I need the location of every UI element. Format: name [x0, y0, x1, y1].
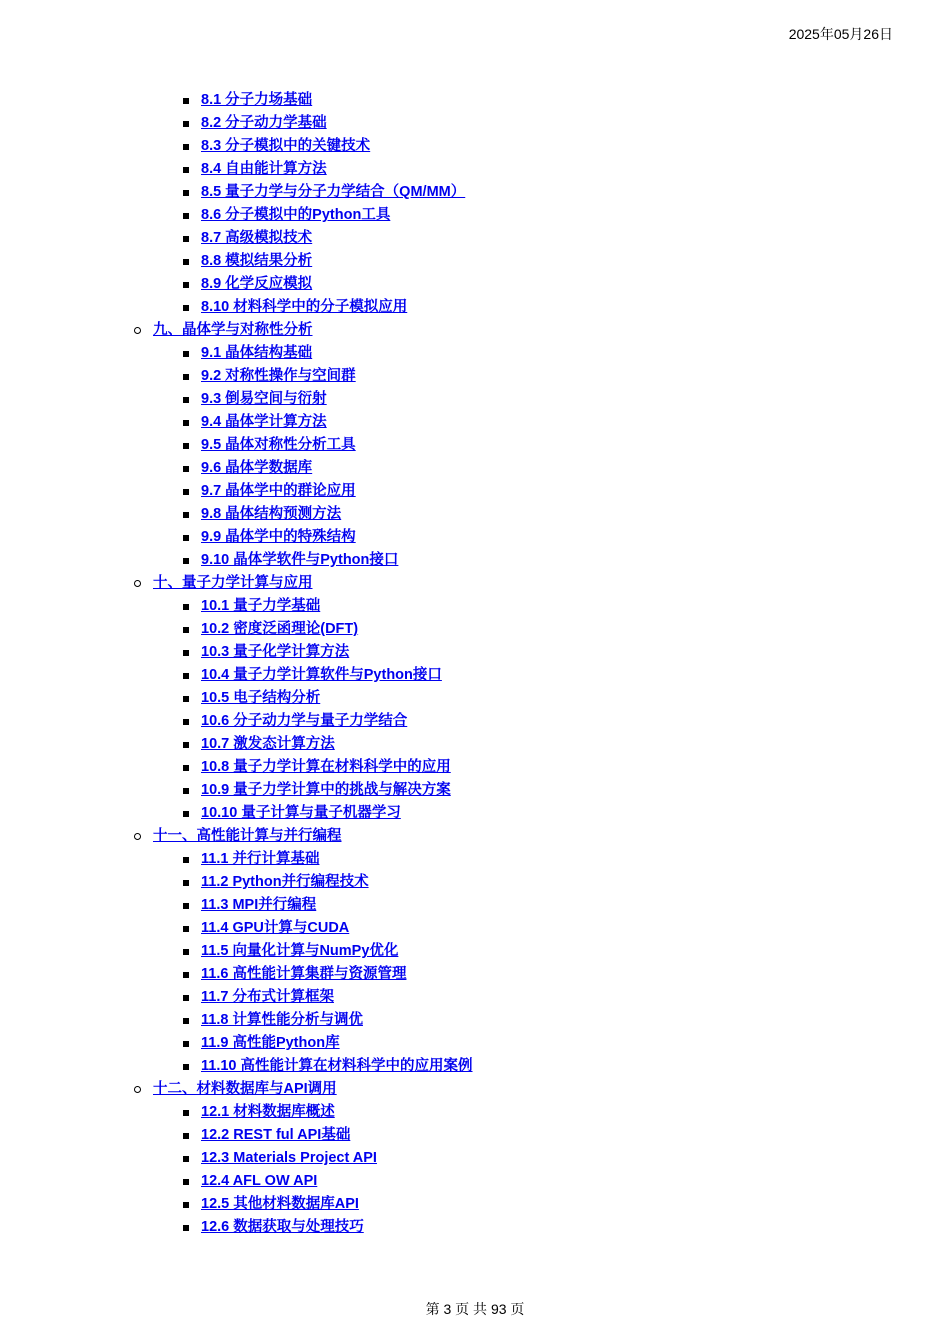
toc-link[interactable]: 十、量子力学计算与应用	[153, 575, 313, 591]
toc-link[interactable]: 10.7 激发态计算方法	[201, 736, 335, 752]
toc-link[interactable]: 12.6 数据获取与处理技巧	[201, 1219, 364, 1235]
toc-section-item	[0, 940, 950, 963]
toc-link[interactable]: 10.6 分子动力学与量子力学结合	[201, 713, 408, 729]
toc-link[interactable]: 11.4 GPU计算与CUDA	[201, 920, 350, 936]
circle-bullet-icon	[134, 1086, 141, 1093]
toc-section-item	[0, 710, 950, 733]
toc-link[interactable]: 8.4 自由能计算方法	[201, 161, 327, 177]
square-bullet-icon	[183, 880, 189, 886]
square-bullet-icon	[183, 1202, 189, 1208]
square-bullet-icon	[183, 1179, 189, 1185]
toc-link[interactable]: 12.5 其他材料数据库API	[201, 1196, 359, 1212]
toc-link[interactable]: 9.8 晶体结构预测方法	[201, 506, 342, 522]
toc-link[interactable]: 11.6 高性能计算集群与资源管理	[201, 966, 407, 982]
toc-link[interactable]: 9.10 晶体学软件与Python接口	[201, 552, 399, 568]
toc-section-item	[0, 618, 950, 641]
square-bullet-icon	[183, 351, 189, 357]
page-number: 第 3 页 共 93 页	[425, 1301, 525, 1317]
square-bullet-icon	[183, 512, 189, 518]
square-bullet-icon	[183, 811, 189, 817]
square-bullet-icon	[183, 466, 189, 472]
toc-chapter-item	[0, 572, 950, 595]
toc-link[interactable]: 10.2 密度泛函理论(DFT)	[201, 621, 359, 637]
square-bullet-icon	[183, 489, 189, 495]
square-bullet-icon	[183, 397, 189, 403]
square-bullet-icon	[183, 282, 189, 288]
toc-link[interactable]: 11.10 高性能计算在材料科学中的应用案例	[201, 1058, 473, 1074]
square-bullet-icon	[183, 972, 189, 978]
toc-link[interactable]: 8.1 分子力场基础	[201, 92, 313, 108]
toc-link[interactable]: 8.7 高级模拟技术	[201, 230, 313, 246]
square-bullet-icon	[183, 857, 189, 863]
toc-section-item	[0, 917, 950, 940]
square-bullet-icon	[183, 1156, 189, 1162]
toc-section-item	[0, 273, 950, 296]
toc-section-item	[0, 411, 950, 434]
toc-section-item	[0, 480, 950, 503]
toc-section-item	[0, 733, 950, 756]
toc-link[interactable]: 8.8 模拟结果分析	[201, 253, 313, 269]
toc-link[interactable]: 11.2 Python并行编程技术	[201, 874, 369, 890]
toc-section-item	[0, 963, 950, 986]
toc-section-item	[0, 1124, 950, 1147]
square-bullet-icon	[183, 604, 189, 610]
toc-link[interactable]: 9.7 晶体学中的群论应用	[201, 483, 356, 499]
toc-section-item	[0, 1055, 950, 1078]
toc-link[interactable]: 9.4 晶体学计算方法	[201, 414, 327, 430]
toc-section-item	[0, 1147, 950, 1170]
square-bullet-icon	[183, 926, 189, 932]
toc-section-item	[0, 871, 950, 894]
toc-link[interactable]: 11.3 MPI并行编程	[201, 897, 317, 913]
square-bullet-icon	[183, 1110, 189, 1116]
toc-section-item	[0, 158, 950, 181]
toc-section-item	[0, 181, 950, 204]
toc-link[interactable]: 十一、高性能计算与并行编程	[153, 828, 342, 844]
toc-section-item	[0, 250, 950, 273]
square-bullet-icon	[183, 374, 189, 380]
toc-chapter-item	[0, 825, 950, 848]
toc-link[interactable]: 9.9 晶体学中的特殊结构	[201, 529, 356, 545]
toc-section-item	[0, 1216, 950, 1239]
toc-section-item	[0, 549, 950, 572]
toc-link[interactable]: 11.8 计算性能分析与调优	[201, 1012, 363, 1028]
toc-link[interactable]: 9.6 晶体学数据库	[201, 460, 313, 476]
square-bullet-icon	[183, 1133, 189, 1139]
square-bullet-icon	[183, 236, 189, 242]
toc-section-item	[0, 756, 950, 779]
toc-section-item	[0, 227, 950, 250]
square-bullet-icon	[183, 305, 189, 311]
square-bullet-icon	[183, 650, 189, 656]
circle-bullet-icon	[134, 833, 141, 840]
toc-link[interactable]: 10.3 量子化学计算方法	[201, 644, 350, 660]
square-bullet-icon	[183, 673, 189, 679]
toc-link[interactable]: 12.3 Materials Project API	[201, 1150, 377, 1166]
toc-section-item	[0, 342, 950, 365]
toc-link[interactable]: 10.10 量子计算与量子机器学习	[201, 805, 401, 821]
toc-link[interactable]: 8.10 材料科学中的分子模拟应用	[201, 299, 408, 315]
square-bullet-icon	[183, 1064, 189, 1070]
toc-link[interactable]: 9.1 晶体结构基础	[201, 345, 313, 361]
toc-section-item	[0, 526, 950, 549]
toc-link[interactable]: 9.5 晶体对称性分析工具	[201, 437, 356, 453]
toc-link[interactable]: 10.8 量子力学计算在材料科学中的应用	[201, 759, 451, 775]
square-bullet-icon	[183, 121, 189, 127]
square-bullet-icon	[183, 903, 189, 909]
toc-section-item	[0, 641, 950, 664]
square-bullet-icon	[183, 259, 189, 265]
toc-section-item	[0, 457, 950, 480]
square-bullet-icon	[183, 1225, 189, 1231]
toc-link[interactable]: 8.2 分子动力学基础	[201, 115, 327, 131]
toc-link[interactable]: 10.9 量子力学计算中的挑战与解决方案	[201, 782, 451, 798]
header-date: 2025年05月26日	[788, 26, 893, 42]
toc-link[interactable]: 九、晶体学与对称性分析	[153, 322, 313, 338]
toc-link[interactable]: 11.5 向量化计算与NumPy优化	[201, 943, 399, 959]
square-bullet-icon	[183, 627, 189, 633]
toc-link[interactable]: 8.9 化学反应模拟	[201, 276, 313, 292]
toc-link[interactable]: 12.4 AFL OW API	[201, 1173, 318, 1189]
square-bullet-icon	[183, 1041, 189, 1047]
square-bullet-icon	[183, 719, 189, 725]
toc-section-item	[0, 894, 950, 917]
square-bullet-icon	[183, 190, 189, 196]
table-of-contents	[0, 89, 950, 1239]
toc-chapter-item	[0, 1078, 950, 1101]
toc-section-item	[0, 1193, 950, 1216]
toc-link[interactable]: 8.5 量子力学与分子力学结合（QM/MM）	[201, 184, 466, 200]
toc-link[interactable]: 10.4 量子力学计算软件与Python接口	[201, 667, 442, 683]
square-bullet-icon	[183, 742, 189, 748]
toc-section-item	[0, 296, 950, 319]
toc-link[interactable]: 11.1 并行计算基础	[201, 851, 320, 867]
toc-link[interactable]: 8.6 分子模拟中的Python工具	[201, 207, 391, 223]
square-bullet-icon	[183, 788, 189, 794]
toc-section-item	[0, 1009, 950, 1032]
square-bullet-icon	[183, 558, 189, 564]
toc-section-item	[0, 112, 950, 135]
circle-bullet-icon	[134, 580, 141, 587]
square-bullet-icon	[183, 144, 189, 150]
toc-link[interactable]: 12.2 REST ful API基础	[201, 1127, 351, 1143]
toc-section-item	[0, 664, 950, 687]
toc-section-item	[0, 135, 950, 158]
toc-section-item	[0, 434, 950, 457]
circle-bullet-icon	[134, 327, 141, 334]
square-bullet-icon	[183, 995, 189, 1001]
toc-section-item	[0, 848, 950, 871]
toc-link[interactable]: 9.3 倒易空间与衍射	[201, 391, 327, 407]
square-bullet-icon	[183, 949, 189, 955]
toc-link[interactable]: 10.1 量子力学基础	[201, 598, 321, 614]
square-bullet-icon	[183, 535, 189, 541]
square-bullet-icon	[183, 1018, 189, 1024]
toc-link[interactable]: 11.7 分布式计算框架	[201, 989, 334, 1005]
toc-section-item	[0, 503, 950, 526]
square-bullet-icon	[183, 420, 189, 426]
toc-section-item	[0, 802, 950, 825]
toc-section-item	[0, 388, 950, 411]
toc-link[interactable]: 十二、材料数据库与API调用	[153, 1081, 337, 1097]
toc-link[interactable]: 9.2 对称性操作与空间群	[201, 368, 356, 384]
toc-section-item	[0, 779, 950, 802]
toc-section-item	[0, 1101, 950, 1124]
square-bullet-icon	[183, 98, 189, 104]
toc-link[interactable]: 11.9 高性能Python库	[201, 1035, 340, 1051]
square-bullet-icon	[183, 443, 189, 449]
toc-section-item	[0, 365, 950, 388]
toc-section-item	[0, 986, 950, 1009]
square-bullet-icon	[183, 213, 189, 219]
toc-link[interactable]: 10.5 电子结构分析	[201, 690, 321, 706]
toc-chapter-item	[0, 319, 950, 342]
toc-section-item	[0, 687, 950, 710]
square-bullet-icon	[183, 167, 189, 173]
square-bullet-icon	[183, 765, 189, 771]
toc-section-item	[0, 1170, 950, 1193]
toc-link[interactable]: 12.1 材料数据库概述	[201, 1104, 335, 1120]
toc-section-item	[0, 1032, 950, 1055]
toc-link[interactable]: 8.3 分子模拟中的关键技术	[201, 138, 371, 154]
square-bullet-icon	[183, 696, 189, 702]
toc-section-item	[0, 204, 950, 227]
toc-section-item	[0, 89, 950, 112]
toc-section-item	[0, 595, 950, 618]
